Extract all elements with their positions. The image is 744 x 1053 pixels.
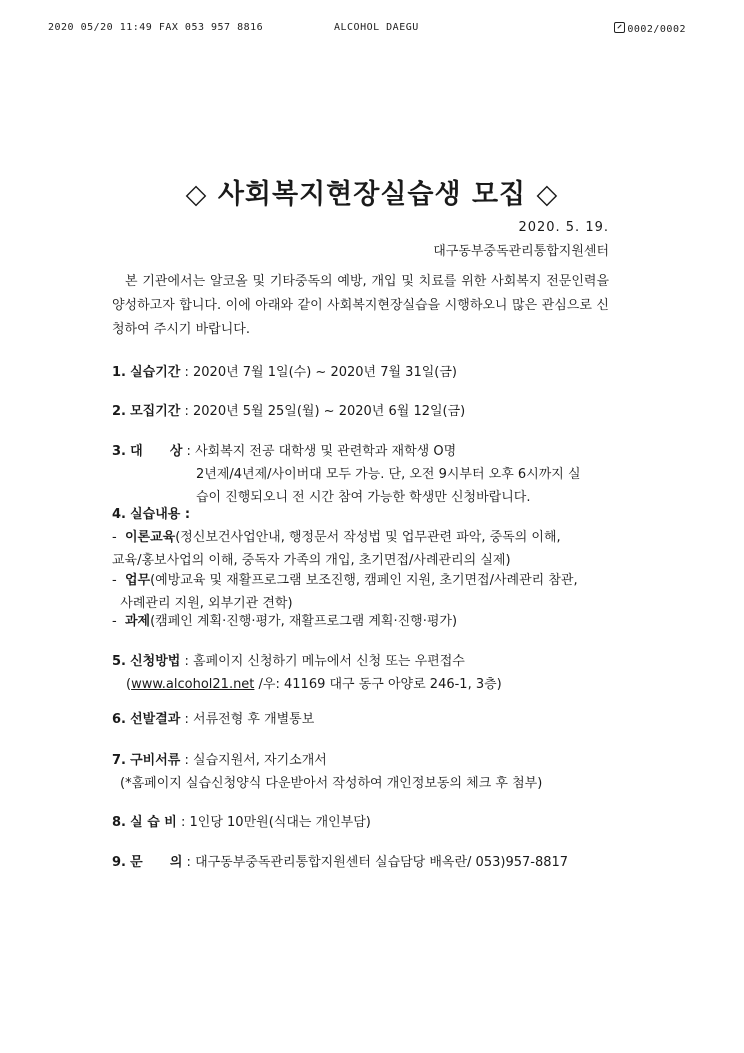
item-period: 1. 실습기간 : 2020년 7월 1일(수) ~ 2020년 7월 31일(금) <box>112 365 457 380</box>
item-value-line3: 습이 진행되오니 전 시간 참여 가능한 학생만 신청바랍니다. <box>196 490 531 505</box>
apply-address-line: (www.alcohol21.net /우: 41169 대구 동구 아양로 246-1, 3층) <box>126 677 502 692</box>
item-fee: 8. 실 습 비 : 1인당 10만원(식대는 개인부담) <box>112 815 371 830</box>
item-number: 5. <box>112 654 126 669</box>
item-value: 사회복지 전공 대학생 및 관련학과 재학생 O명 <box>195 444 457 459</box>
item-value: 1인당 10만원(식대는 개인부담) <box>189 815 371 830</box>
fax-page-number: 0002/0002 <box>627 24 686 35</box>
item-label: 실 습 비 <box>130 815 177 830</box>
work-label: 업무 <box>124 573 151 588</box>
item-apply: 5. 신청방법 : 홈페이지 신청하기 메뉴에서 신청 또는 우편접수 (www.alcohol21.net /우: 41169 대구 동구 아양로 246-1, 3층) <box>112 650 502 696</box>
fax-header <box>48 22 686 38</box>
intro-paragraph: 본 기관에서는 알코올 및 기타중독의 예방, 개입 및 치료를 위한 사회복지 전문인력을 양성하고자 합니다. 이에 아래와 같이 사회복지현장실습을 시행하오니 많은 관심으로 신청하여 주시기 바랍니다. <box>112 274 609 337</box>
item-value: 홈페이지 신청하기 메뉴에서 신청 또는 우편접수 <box>193 654 465 669</box>
item-number: 2. <box>112 404 126 419</box>
homepage-link[interactable]: www.alcohol21.net <box>131 677 255 692</box>
work-text2: 사례관리 지원, 외부기관 견학) <box>120 596 293 611</box>
item-label: 구비서류 <box>130 753 181 768</box>
task-text: (캠페인 계획·진행·평가, 재활프로그램 계획·진행·평가) <box>150 614 458 629</box>
theory-text: (정신보건사업안내, 행정문서 작성법 및 업무관련 파악, 중독의 이해, <box>175 530 561 545</box>
content-work: - 업무(예방교육 및 재활프로그램 보조진행, 캠페인 지원, 초기면접/사례관리 참관, 사례관리 지원, 외부기관 견학) <box>112 573 578 611</box>
item-selection: 6. 선발결과 : 서류전형 후 개별통보 <box>112 712 315 727</box>
fax-page-icon <box>614 22 625 33</box>
item-number: 4. <box>112 507 126 522</box>
item-value: 2020년 5월 25일(월) ~ 2020년 6월 12일(금) <box>193 404 466 419</box>
item-number: 6. <box>112 712 126 727</box>
item-value: 대구동부중독관리통합지원센터 실습담당 배옥란/ 053)957-8817 <box>195 855 569 870</box>
item-label: 선발결과 <box>130 712 181 727</box>
item-value: 실습지원서, 자기소개서 <box>193 753 327 768</box>
fax-sender: ALCOHOL DAEGU <box>334 22 419 33</box>
theory-label: 이론교육 <box>124 530 176 545</box>
content-theory: - 이론교육(정신보건사업안내, 행정문서 작성법 및 업무관련 파악, 중독의 이해, 교육/홍보사업의 이해, 중독자 가족의 개입, 초기면접/사례관리의 실제) <box>112 530 561 568</box>
item-inquiry: 9. 문 의 : 대구동부중독관리통합지원센터 실습담당 배옥란/ 053)957-8817 <box>112 855 569 870</box>
organization-name: 대구동부중독관리통합지원센터 <box>433 244 609 259</box>
content-task: - 과제(캠페인 계획·진행·평가, 재활프로그램 계획·진행·평가) <box>112 614 458 629</box>
fax-datetime: 2020 05/20 11:49 FAX 053 957 8816 <box>48 22 264 33</box>
document-date: 2020. 5. 19. <box>518 220 609 235</box>
item-recruit: 2. 모집기간 : 2020년 5월 25일(월) ~ 2020년 6월 12일(금) <box>112 404 466 419</box>
fax-page <box>614 22 686 35</box>
item-number: 1. <box>112 365 126 380</box>
item-label: 모집기간 <box>130 404 181 419</box>
item-value-line2: 2년제/4년제/사이버대 모두 가능. 단, 오전 9시부터 오후 6시까지 실 <box>196 467 581 482</box>
item-number: 3. <box>112 444 126 459</box>
documents-note: (*홈페이지 실습신청양식 다운받아서 작성하여 개인정보동의 체크 후 첨부) <box>120 776 543 791</box>
item-label: 실습내용 : <box>130 507 191 522</box>
theory-text2: 교육/홍보사업의 이해, 중독자 가족의 개입, 초기면접/사례관리의 실제) <box>112 553 511 568</box>
item-number: 9. <box>112 855 126 870</box>
item-number: 7. <box>112 753 126 768</box>
work-text: (예방교육 및 재활프로그램 보조진행, 캠페인 지원, 초기면접/사례관리 참관, <box>150 573 578 588</box>
item-value: 서류전형 후 개별통보 <box>193 712 315 727</box>
item-content <box>112 503 190 526</box>
item-value: 2020년 7월 1일(수) ~ 2020년 7월 31일(금) <box>193 365 457 380</box>
item-label: 신청방법 <box>130 654 181 669</box>
item-number: 8. <box>112 815 126 830</box>
apply-address: /우: 41169 대구 동구 아양로 246-1, 3층) <box>254 677 502 692</box>
item-label: 대 상 <box>130 444 183 459</box>
page-title: ◇ 사회복지현장실습생 모집 ◇ <box>185 179 559 210</box>
task-label: 과제 <box>124 614 151 629</box>
item-documents: 7. 구비서류 : 실습지원서, 자기소개서 (*홈페이지 실습신청양식 다운받아서 작성하여 개인정보동의 체크 후 첨부) <box>112 749 542 795</box>
item-label: 문 의 <box>130 855 183 870</box>
item-label: 실습기간 <box>130 365 181 380</box>
item-target: 3. 대 상 : 사회복지 전공 대학생 및 관련학과 재학생 O명 2년제/4년제/사이버대 모두 가능. 단, 오전 9시부터 오후 6시까지 실 습이 진행되오니 전 시간 참여 가능한 학생만 신청바랍니다. <box>112 440 581 509</box>
